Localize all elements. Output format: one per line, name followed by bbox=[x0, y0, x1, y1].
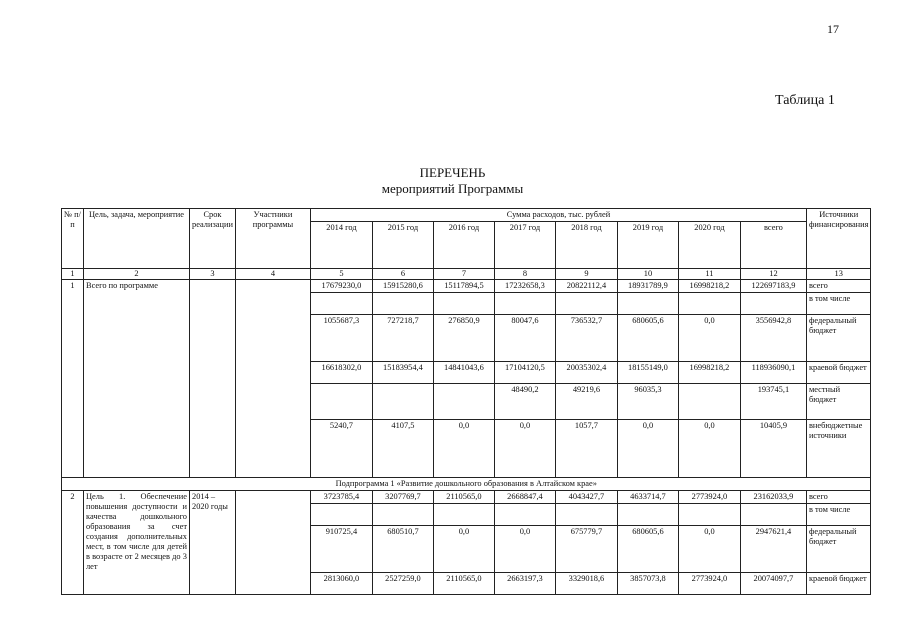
row-source: краевой бюджет bbox=[806, 573, 871, 595]
page-number: 17 bbox=[827, 22, 839, 36]
row-total-value: 2947621,4 bbox=[740, 526, 806, 573]
row-year-value: 2813060,0 bbox=[310, 573, 372, 595]
row-year-value: 48490,2 bbox=[494, 384, 555, 420]
row-year-value: 276850,9 bbox=[433, 315, 494, 362]
header-year: 2016 год bbox=[433, 222, 494, 269]
row-year-value: 16998218,2 bbox=[678, 280, 740, 293]
row-year-value bbox=[617, 293, 678, 315]
row-year-value: 96035,3 bbox=[617, 384, 678, 420]
header-year: 2014 год bbox=[310, 222, 372, 269]
subprogram-row bbox=[62, 478, 871, 491]
row-year-value: 5240,7 bbox=[310, 420, 372, 478]
subprogram-title: Подпрограмма 1 «Развитие дошкольного образования в Алтайском крае» bbox=[62, 478, 871, 491]
col-index: 1 bbox=[62, 269, 84, 280]
row-year-value: 0,0 bbox=[617, 420, 678, 478]
row-year-value: 0,0 bbox=[433, 526, 494, 573]
row-year-value bbox=[372, 384, 433, 420]
row-year-value: 680605,6 bbox=[617, 526, 678, 573]
row-year-value bbox=[372, 293, 433, 315]
col-index: 2 bbox=[84, 269, 190, 280]
row-year-value: 16618302,0 bbox=[310, 362, 372, 384]
row-number: 2 bbox=[62, 491, 84, 595]
header-source: Источники финансирования bbox=[806, 209, 871, 269]
row-participants bbox=[235, 280, 310, 478]
row-year-value: 910725,4 bbox=[310, 526, 372, 573]
row-year-value: 18155149,0 bbox=[617, 362, 678, 384]
row-source: федеральный бюджет bbox=[806, 526, 871, 573]
row-year-value: 0,0 bbox=[678, 420, 740, 478]
table-row bbox=[62, 491, 871, 504]
row-year-value: 4107,5 bbox=[372, 420, 433, 478]
row-year-value bbox=[433, 504, 494, 526]
row-year-value: 0,0 bbox=[678, 315, 740, 362]
header-goal: Цель, задача, мероприятие bbox=[84, 209, 190, 269]
header-year: 2018 год bbox=[555, 222, 617, 269]
table-row bbox=[62, 280, 871, 293]
row-year-value bbox=[310, 384, 372, 420]
col-index: 4 bbox=[235, 269, 310, 280]
row-period bbox=[190, 280, 236, 478]
row-year-value: 680510,7 bbox=[372, 526, 433, 573]
row-goal-name: Цель 1. Обеспечение повышения доступности и качества дошкольного образования за счет создания дополнительных мест, в том числе для детей в возрасте от 2 месяцев до 3 лет bbox=[84, 491, 190, 595]
row-total-value: 3556942,8 bbox=[740, 315, 806, 362]
row-year-value: 17679230,0 bbox=[310, 280, 372, 293]
row-year-value: 736532,7 bbox=[555, 315, 617, 362]
row-year-value: 20035302,4 bbox=[555, 362, 617, 384]
header-year: 2015 год bbox=[372, 222, 433, 269]
header-total: всего bbox=[740, 222, 806, 269]
row-year-value: 3723785,4 bbox=[310, 491, 372, 504]
col-index: 5 bbox=[310, 269, 372, 280]
row-year-value: 80047,6 bbox=[494, 315, 555, 362]
col-index: 10 bbox=[617, 269, 678, 280]
row-year-value: 15117894,5 bbox=[433, 280, 494, 293]
row-year-value bbox=[372, 504, 433, 526]
document-subtitle: мероприятий Программы bbox=[381, 181, 524, 196]
row-total-value bbox=[740, 504, 806, 526]
row-year-value: 20822112,4 bbox=[555, 280, 617, 293]
row-year-value bbox=[494, 293, 555, 315]
col-index: 3 bbox=[190, 269, 236, 280]
row-year-value bbox=[678, 293, 740, 315]
row-year-value bbox=[617, 504, 678, 526]
row-year-value: 17104120,5 bbox=[494, 362, 555, 384]
header-sum: Сумма расходов, тыс. рублей bbox=[310, 209, 806, 222]
col-index: 9 bbox=[555, 269, 617, 280]
row-period: 2014 – 2020 годы bbox=[190, 491, 236, 595]
row-year-value: 4633714,7 bbox=[617, 491, 678, 504]
row-total-value bbox=[740, 293, 806, 315]
table-header-row bbox=[62, 209, 871, 222]
row-year-value: 3207769,7 bbox=[372, 491, 433, 504]
col-index: 8 bbox=[494, 269, 555, 280]
row-participants bbox=[235, 491, 310, 595]
row-year-value bbox=[433, 293, 494, 315]
row-total-value: 193745,1 bbox=[740, 384, 806, 420]
row-year-value: 2110565,0 bbox=[433, 491, 494, 504]
row-source: в том числе bbox=[806, 504, 871, 526]
row-year-value bbox=[433, 384, 494, 420]
row-year-value: 16998218,2 bbox=[678, 362, 740, 384]
row-year-value: 3329018,6 bbox=[555, 573, 617, 595]
col-index: 13 bbox=[806, 269, 871, 280]
row-year-value: 0,0 bbox=[494, 526, 555, 573]
row-year-value: 49219,6 bbox=[555, 384, 617, 420]
row-year-value: 2110565,0 bbox=[433, 573, 494, 595]
row-year-value: 15915280,6 bbox=[372, 280, 433, 293]
row-year-value: 2663197,3 bbox=[494, 573, 555, 595]
row-year-value: 18931789,9 bbox=[617, 280, 678, 293]
row-year-value bbox=[494, 504, 555, 526]
header-period: Срок реализации bbox=[190, 209, 236, 269]
row-year-value: 14841043,6 bbox=[433, 362, 494, 384]
row-year-value: 0,0 bbox=[433, 420, 494, 478]
row-source: федеральный бюджет bbox=[806, 315, 871, 362]
row-total-value: 10405,9 bbox=[740, 420, 806, 478]
row-total-value: 122697183,9 bbox=[740, 280, 806, 293]
row-year-value: 1055687,3 bbox=[310, 315, 372, 362]
row-year-value: 0,0 bbox=[678, 526, 740, 573]
row-number: 1 bbox=[62, 280, 84, 478]
row-year-value: 4043427,7 bbox=[555, 491, 617, 504]
row-year-value: 2773924,0 bbox=[678, 491, 740, 504]
row-year-value: 675779,7 bbox=[555, 526, 617, 573]
row-year-value: 2527259,0 bbox=[372, 573, 433, 595]
row-year-value: 1057,7 bbox=[555, 420, 617, 478]
row-total-value: 20074097,7 bbox=[740, 573, 806, 595]
row-year-value bbox=[678, 384, 740, 420]
row-source: краевой бюджет bbox=[806, 362, 871, 384]
row-source: в том числе bbox=[806, 293, 871, 315]
header-year: 2019 год bbox=[617, 222, 678, 269]
table-label: Таблица 1 bbox=[775, 93, 835, 108]
row-year-value bbox=[555, 293, 617, 315]
col-index: 7 bbox=[433, 269, 494, 280]
header-num: № п/ п bbox=[62, 209, 84, 269]
header-year: 2017 год bbox=[494, 222, 555, 269]
row-source: местный бюджет bbox=[806, 384, 871, 420]
header-year: 2020 год bbox=[678, 222, 740, 269]
row-year-value: 680605,6 bbox=[617, 315, 678, 362]
header-participants: Участники программы bbox=[235, 209, 310, 269]
row-year-value: 2668847,4 bbox=[494, 491, 555, 504]
row-source: всего bbox=[806, 280, 871, 293]
row-year-value: 0,0 bbox=[494, 420, 555, 478]
row-year-value: 15183954,4 bbox=[372, 362, 433, 384]
row-source: всего bbox=[806, 491, 871, 504]
row-total-value: 118936090,1 bbox=[740, 362, 806, 384]
col-index: 12 bbox=[740, 269, 806, 280]
row-year-value: 17232658,3 bbox=[494, 280, 555, 293]
row-year-value bbox=[555, 504, 617, 526]
row-year-value: 2773924,0 bbox=[678, 573, 740, 595]
col-index: 11 bbox=[678, 269, 740, 280]
measures-table bbox=[61, 208, 871, 595]
row-total-value: 23162033,9 bbox=[740, 491, 806, 504]
document-title: ПЕРЕЧЕНЬ bbox=[419, 165, 486, 180]
row-year-value: 3857073,8 bbox=[617, 573, 678, 595]
row-year-value bbox=[310, 293, 372, 315]
row-year-value bbox=[678, 504, 740, 526]
row-year-value bbox=[310, 504, 372, 526]
row-year-value: 727218,7 bbox=[372, 315, 433, 362]
row-source: внебюджетные источники bbox=[806, 420, 871, 478]
col-index: 6 bbox=[372, 269, 433, 280]
column-index-row bbox=[62, 269, 871, 280]
row-goal-name: Всего по программе bbox=[84, 280, 190, 478]
